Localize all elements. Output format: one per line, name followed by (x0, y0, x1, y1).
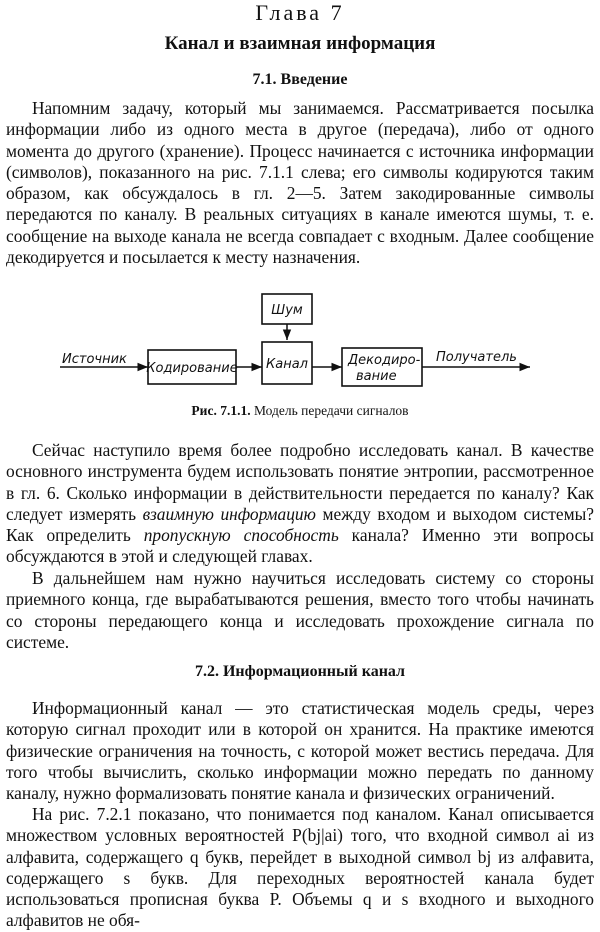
signal-model-diagram (0, 290, 600, 396)
channel-label: Канал (266, 357, 308, 372)
paragraph-transition-probabilities: На рис. 7.2.1 показано, что понимается под каналом. Канал описывается множеством условных вероятностей P(bj|ai) того, что входной символ ai из алфавита, содержащего q букв, перейдет в выходной символ bj из алфавита, содержащего s букв. Для переходных вероятностей канала будет использоваться прописная буква P. Объемы q и s входного и выходного алфавитов не обя- (6, 804, 594, 931)
term-channel-capacity: пропускную способность (143, 525, 339, 546)
paragraph-channel-questions (6, 440, 594, 568)
decoding-label-line1: Декодиро- (348, 353, 421, 368)
noise-label: Шум (271, 303, 303, 318)
figure-caption-text: Модель передачи сигналов (253, 403, 409, 418)
paragraph-receiver-side: В дальнейшем нам нужно научиться исследовать систему со стороны приемного конца, где вырабатываются решения, вместо того чтобы начинать со стороны передающего конца и исследовать прохождение сигнала по системе. (6, 568, 594, 652)
receiver-label: Получатель (436, 350, 517, 365)
paragraph-intro: Напомним задачу, который мы занимаемся. Рассматривается посылка информации либо из одного места в другое (передача), либо от одного момента до другого (хранение). Процесс начинается с источника информации (символов), показанного на рис. 7.1.1 слева; его символы кодируются таким образом, как обсуждалось в гл. 2—5. Затем закодированные символы передаются по каналу. В реальных ситуациях в канале имеются шумы, т. е. сообщение на выходе канала не всегда совпадает с входным. Далее сообщение декодируется и посылается к месту назначения. (6, 98, 594, 268)
encoding-label: Кодирование (146, 361, 238, 376)
chapter-title: Канал и взаимная информация (164, 33, 436, 54)
figure-caption (0, 402, 600, 420)
p2-text-a: Сейчас наступило время более подробно исследовать канал. В качестве основного инструмента будем использовать понятие энтропии, рассмотренное в гл. 6. Сколько информации в действительности передается по каналу? Как следует измерять (6, 440, 594, 524)
source-label: Источник (62, 352, 127, 367)
p2-text-c: канала? Именно эти вопросы обсуждаются в этой и следующей главах. (6, 525, 594, 567)
figure-number: Рис. 7.1.1. (191, 403, 251, 418)
decoding-label-line2: вание (356, 369, 397, 384)
p2-text-b: между входом и выходом системы? Как определить (6, 503, 595, 546)
paragraph-information-channel: Информационный канал — это статистическая модель среды, через которую сигнал проходит или в которой он хранится. На практике имеются физические ограничения на точность, с которой может вестись передача. Для того чтобы вычислить, сколько информации можно передать по данному каналу, нужно формализовать понятие канала и физических ограничений. (6, 698, 594, 804)
section-heading-7-1: 7.1. Введение (252, 71, 348, 88)
chapter-label: Глава 7 (255, 0, 345, 25)
term-mutual-information: взаимную информацию (142, 503, 316, 524)
section-heading-7-2: 7.2. Информационный канал (194, 663, 406, 680)
